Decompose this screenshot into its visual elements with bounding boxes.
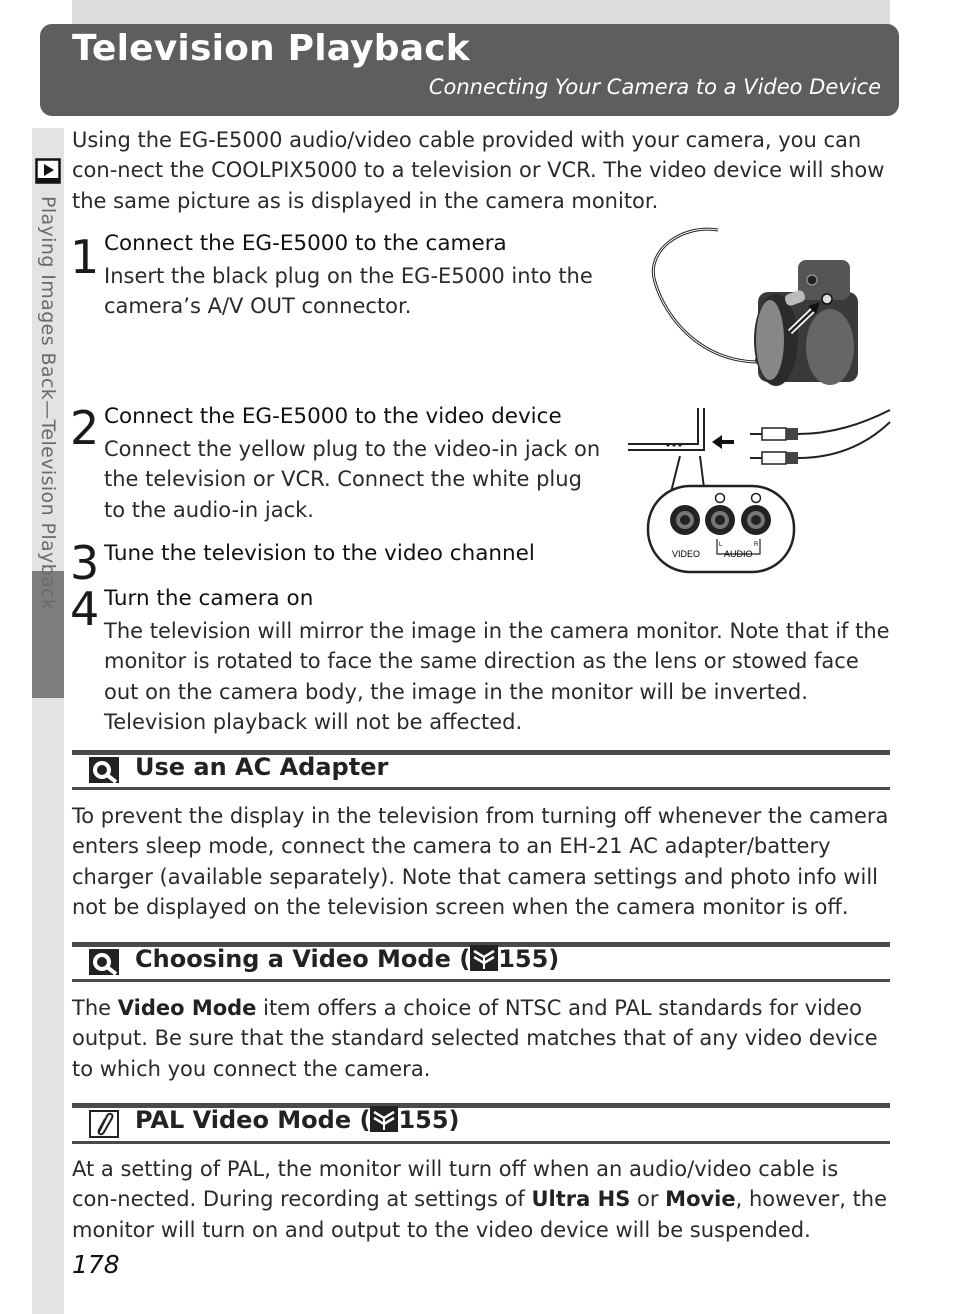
tip-icon <box>88 948 120 976</box>
page-number: 178 <box>72 1250 120 1279</box>
box-title-ref: 155) <box>398 1106 460 1134</box>
box-title-text: PAL Video Mode ( <box>135 1106 371 1134</box>
step-body-1: Insert the black plug on the EG-E5000 into the camera’s A/V OUT connector. <box>104 264 593 319</box>
top-band <box>72 0 890 26</box>
box-body-video-mode <box>72 993 890 1084</box>
step-number-3: 3 <box>70 536 100 590</box>
box-title-ac-adapter: Use an AC Adapter <box>135 753 389 781</box>
body-text: At a setting of PAL, the monitor will turn off when an audio/video cable is con-nected. During recording at settings of <box>72 1157 839 1212</box>
box-body-ac-adapter: To prevent the display in the television from turning off whenever the camera enters sleep mode, connect the camera to an EH-21 AC adapter/battery charger (available separately). Note that camera settings and photo info will not be displayed on the television screen when the camera monitor is off. <box>72 804 889 919</box>
setting-name: Movie <box>665 1187 736 1212</box>
box-title-pal-video-mode <box>135 1106 460 1134</box>
box-title-ref: 155) <box>498 945 560 973</box>
step-title-4: Turn the camera on <box>104 586 314 611</box>
page-subtitle: Connecting Your Camera to a Video Device <box>428 75 881 99</box>
body-text: , however, the monitor will turn on and output to the video device will be suspended. <box>72 1187 888 1242</box>
playback-icon <box>35 158 61 184</box>
step-number-1: 1 <box>70 230 100 284</box>
step-number-4: 4 <box>70 582 100 636</box>
tip-icon <box>88 756 120 784</box>
page-reference-icon <box>370 1106 398 1132</box>
page-reference-icon <box>470 945 498 971</box>
box-body-pal-video-mode <box>72 1154 890 1245</box>
left-channel-label: L <box>719 542 723 548</box>
box-title-video-mode <box>135 945 559 973</box>
setting-name: Ultra HS <box>531 1187 631 1212</box>
menu-item-name: Video Mode <box>117 996 257 1020</box>
audio-jack-label: AUDIO <box>724 549 753 559</box>
box-title-text: Choosing a Video Mode ( <box>135 945 471 973</box>
step-body-4: The television will mirror the image in the camera monitor. Note that if the monitor is rotated to face the same direction as the lens or stowed face out on the camera body, the image in the monitor will be inverted. Television playback will not be affected. <box>104 619 890 734</box>
step-title-1: Connect the EG-E5000 to the camera <box>104 231 507 256</box>
step-number-2: 2 <box>70 401 100 455</box>
body-text: The <box>72 996 118 1020</box>
box-rule-bottom <box>72 787 890 790</box>
page-title: Television Playback <box>72 28 470 69</box>
body-text: item offers a choice of NTSC and PAL standards for video output. Be sure that the standard selected matches that of any video device to which you connect the camera. <box>72 996 878 1081</box>
video-jack-label: VIDEO <box>672 549 701 559</box>
camera-cable-illustration <box>640 222 865 392</box>
box-rule-bottom <box>72 979 890 982</box>
body-text: or <box>630 1187 666 1212</box>
right-channel-label: R <box>754 542 759 548</box>
step-body-2: Connect the yellow plug to the video-in jack on the television or VCR. Connect the white plug to the audio-in jack. <box>104 437 601 522</box>
tv-jacks-illustration <box>622 404 892 578</box>
note-icon <box>88 1110 120 1138</box>
section-label: Playing Images Back—Television Playback <box>37 196 59 611</box>
step-title-2: Connect the EG-E5000 to the video device <box>104 404 562 429</box>
box-rule-bottom <box>72 1141 890 1144</box>
intro-paragraph: Using the EG-E5000 audio/video cable provided with your camera, you can con-nect the COOLPIX5000 to a television or VCR. The video device will show the same picture as is displayed in the camera monitor. <box>72 128 885 213</box>
page-header <box>40 24 899 116</box>
step-title-3: Tune the television to the video channel <box>104 541 535 566</box>
